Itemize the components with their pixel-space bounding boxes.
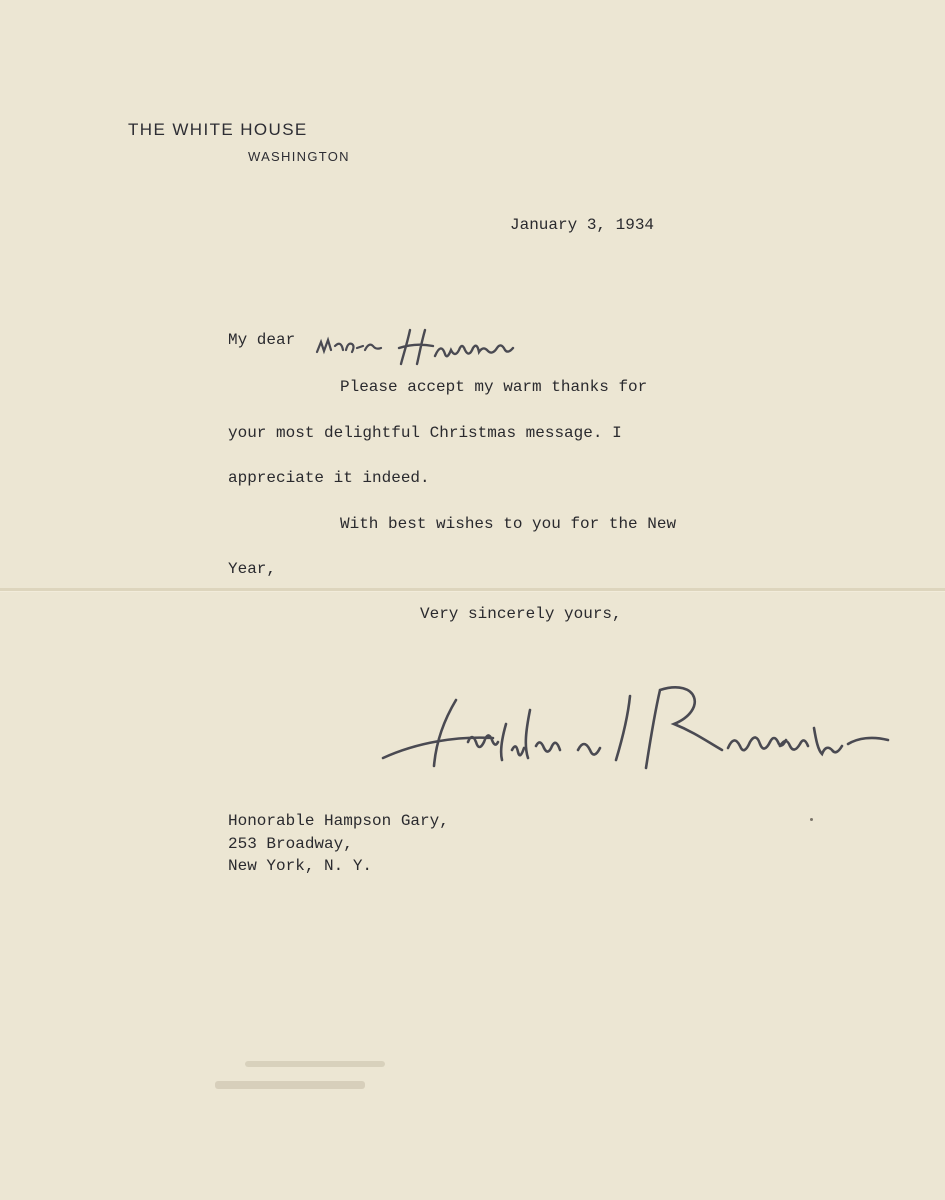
salutation-handwritten	[315, 326, 615, 366]
body-line-2: your most delightful Christmas message. I	[228, 424, 622, 442]
signature	[378, 680, 898, 780]
letterhead-city: WASHINGTON	[248, 149, 350, 164]
body-line-1: Please accept my warm thanks for	[340, 378, 648, 396]
faded-stamp-mark	[205, 1055, 405, 1100]
body-line-3: appreciate it indeed.	[228, 469, 430, 487]
paper-fold-line	[0, 588, 945, 591]
recipient-city: New York, N. Y.	[228, 857, 373, 875]
recipient-name: Honorable Hampson Gary,	[228, 812, 449, 830]
closing-line: Very sincerely yours,	[420, 605, 622, 623]
paper-speck	[810, 818, 813, 821]
recipient-street: 253 Broadway,	[228, 835, 353, 853]
letter-date: January 3, 1934	[510, 216, 655, 234]
body-line-5: Year,	[228, 560, 277, 578]
body-line-4: With best wishes to you for the New	[340, 515, 677, 533]
salutation-typed: My dear	[228, 331, 296, 349]
letterhead-title: THE WHITE HOUSE	[128, 120, 308, 139]
